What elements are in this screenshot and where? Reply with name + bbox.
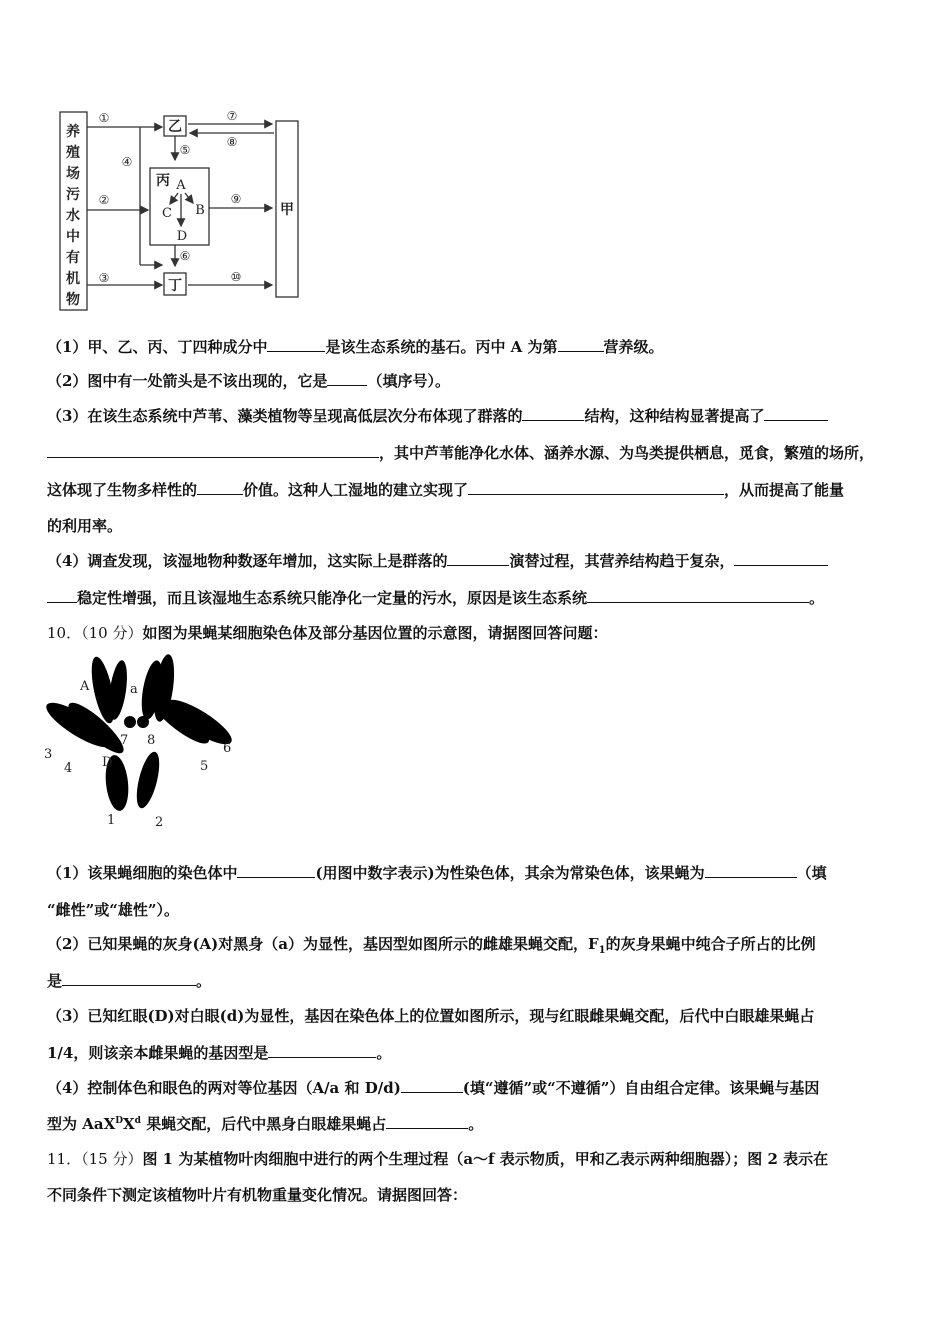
gene-a: a [130,682,138,697]
chromosome-5: 5 [200,759,209,774]
arrow-label-10: ⑩ [230,270,242,284]
fig1-left-c6: 中 [66,229,80,245]
gene-A: A [80,679,90,694]
chromosome-2: 2 [155,815,164,830]
arrow-label-3: ③ [98,271,110,285]
fig1-left-c9: 物 [66,292,80,308]
q9-line-5: 这体现了生物多样性的 价值。这种人工湿地的建立实现了 ，从而提高了能量 [47,481,845,499]
q10-line-4: 是 。 [47,972,212,990]
arrow-label-1: ① [98,111,110,125]
label-B: B [195,203,205,218]
label-C: C [162,206,172,221]
chromosome-7: 7 [120,733,129,748]
arrow-label-6: ⑥ [179,249,191,263]
chromosome-diagram [40,650,240,835]
q9-line-4: ，其中芦苇能净化水体、涵养水源、为鸟类提供栖息，觅食，繁殖的场所， [47,442,874,463]
q9-line-1: （1）甲、乙、丙、丁四种成分中 是该生态系统的基石。丙中 A 为第 营养级。 [47,338,664,356]
label-bing: 丙 [156,173,170,189]
label-A: A [176,178,186,193]
fig1-left-c3: 场 [66,166,80,182]
arrow-label-9: ⑨ [230,192,242,206]
label-ding: 丁 [168,278,182,294]
q10-line-6: 1/4，则该亲本雌果蝇的基因型是 。 [47,1044,392,1062]
fig1-left-c1: 养 [66,124,80,140]
q9-line-7: （4）调查发现，该湿地物种数逐年增加，这实际上是群落的 演替过程，其营养结构趋于复杂， [47,550,828,571]
fig1-left-c2: 殖 [66,145,80,161]
label-yi: 乙 [168,119,182,135]
gene-D: D [102,755,113,770]
q10-line-3: （2）已知果蝇的灰身(A)对黑身（a）为显性，基因型如图所示的雌雄果蝇交配，$F_1$的灰身果蝇中纯合子所占的比例 [47,935,816,956]
q9-line-3: （3）在该生态系统中芦苇、藻类植物等呈现高低层次分布体现了群落的 结构，这种结构显著提高了 [47,405,828,426]
fig1-left-c5: 水 [66,208,80,224]
q9-line-6: 的利用率。 [47,517,123,535]
chromosome-6: 6 [223,741,232,756]
q10-stem: 10．（10 分）如图为果蝇某细胞染色体及部分基因位置的示意图，请据图回答问题： [47,624,608,642]
ecosystem-diagram [40,100,320,320]
chromosome-4: 4 [64,761,73,776]
label-jia: 甲 [280,202,294,218]
q11-stem-1: 11．（15 分）图 1 为某植物叶肉细胞中进行的两个生理过程（a～f 表示物质，甲和乙表示两种细胞器）；图 2 表示在 [47,1150,829,1168]
q10-line-5: （3）已知红眼(D)对白眼(d)为显性，基因在染色体上的位置如图所示，现与红眼雌果蝇交配，后代中白眼雄果蝇占 [47,1007,815,1025]
chromosome-3: 3 [44,747,53,762]
fig1-left-c8: 机 [66,271,80,287]
q10-line-2: “雌性”或“雄性”）。 [47,901,180,919]
arrow-label-5: ⑤ [179,143,191,157]
q9-line-8: 稳定性增强，而且该湿地生态系统只能净化一定量的污水，原因是该生态系统 。 [47,587,824,608]
q10-line-7: （4）控制体色和眼色的两对等位基因（A/a 和 D/d) (填“遵循”或“不遵循”）自由组合定律。该果蝇与基因 [47,1079,820,1097]
q10-line-8: 型为 $AaX^DX^d$ 果蝇交配，后代中黑身白眼雄果蝇占 。 [47,1115,484,1133]
fig1-left-c7: 有 [66,250,80,266]
q9-line-2: （2）图中有一处箭头是不该出现的，它是 （填序号）。 [47,372,450,390]
chromosome-1: 1 [107,813,116,828]
chromosome-8: 8 [147,733,156,748]
fig1-left-c4: 污 [66,187,80,203]
label-D: D [176,229,188,244]
q11-stem-2: 不同条件下测定该植物叶片有机物重量变化情况。请据图回答： [47,1186,468,1204]
arrow-label-7: ⑦ [226,109,238,123]
arrow-label-2: ② [98,193,110,207]
arrow-label-4: ④ [121,155,133,169]
arrow-label-8: ⑧ [226,135,238,149]
q10-line-1: （1）该果蝇细胞的染色体中 (用图中数字表示)为性染色体，其余为常染色体，该果蝇为 （填 [47,864,827,882]
